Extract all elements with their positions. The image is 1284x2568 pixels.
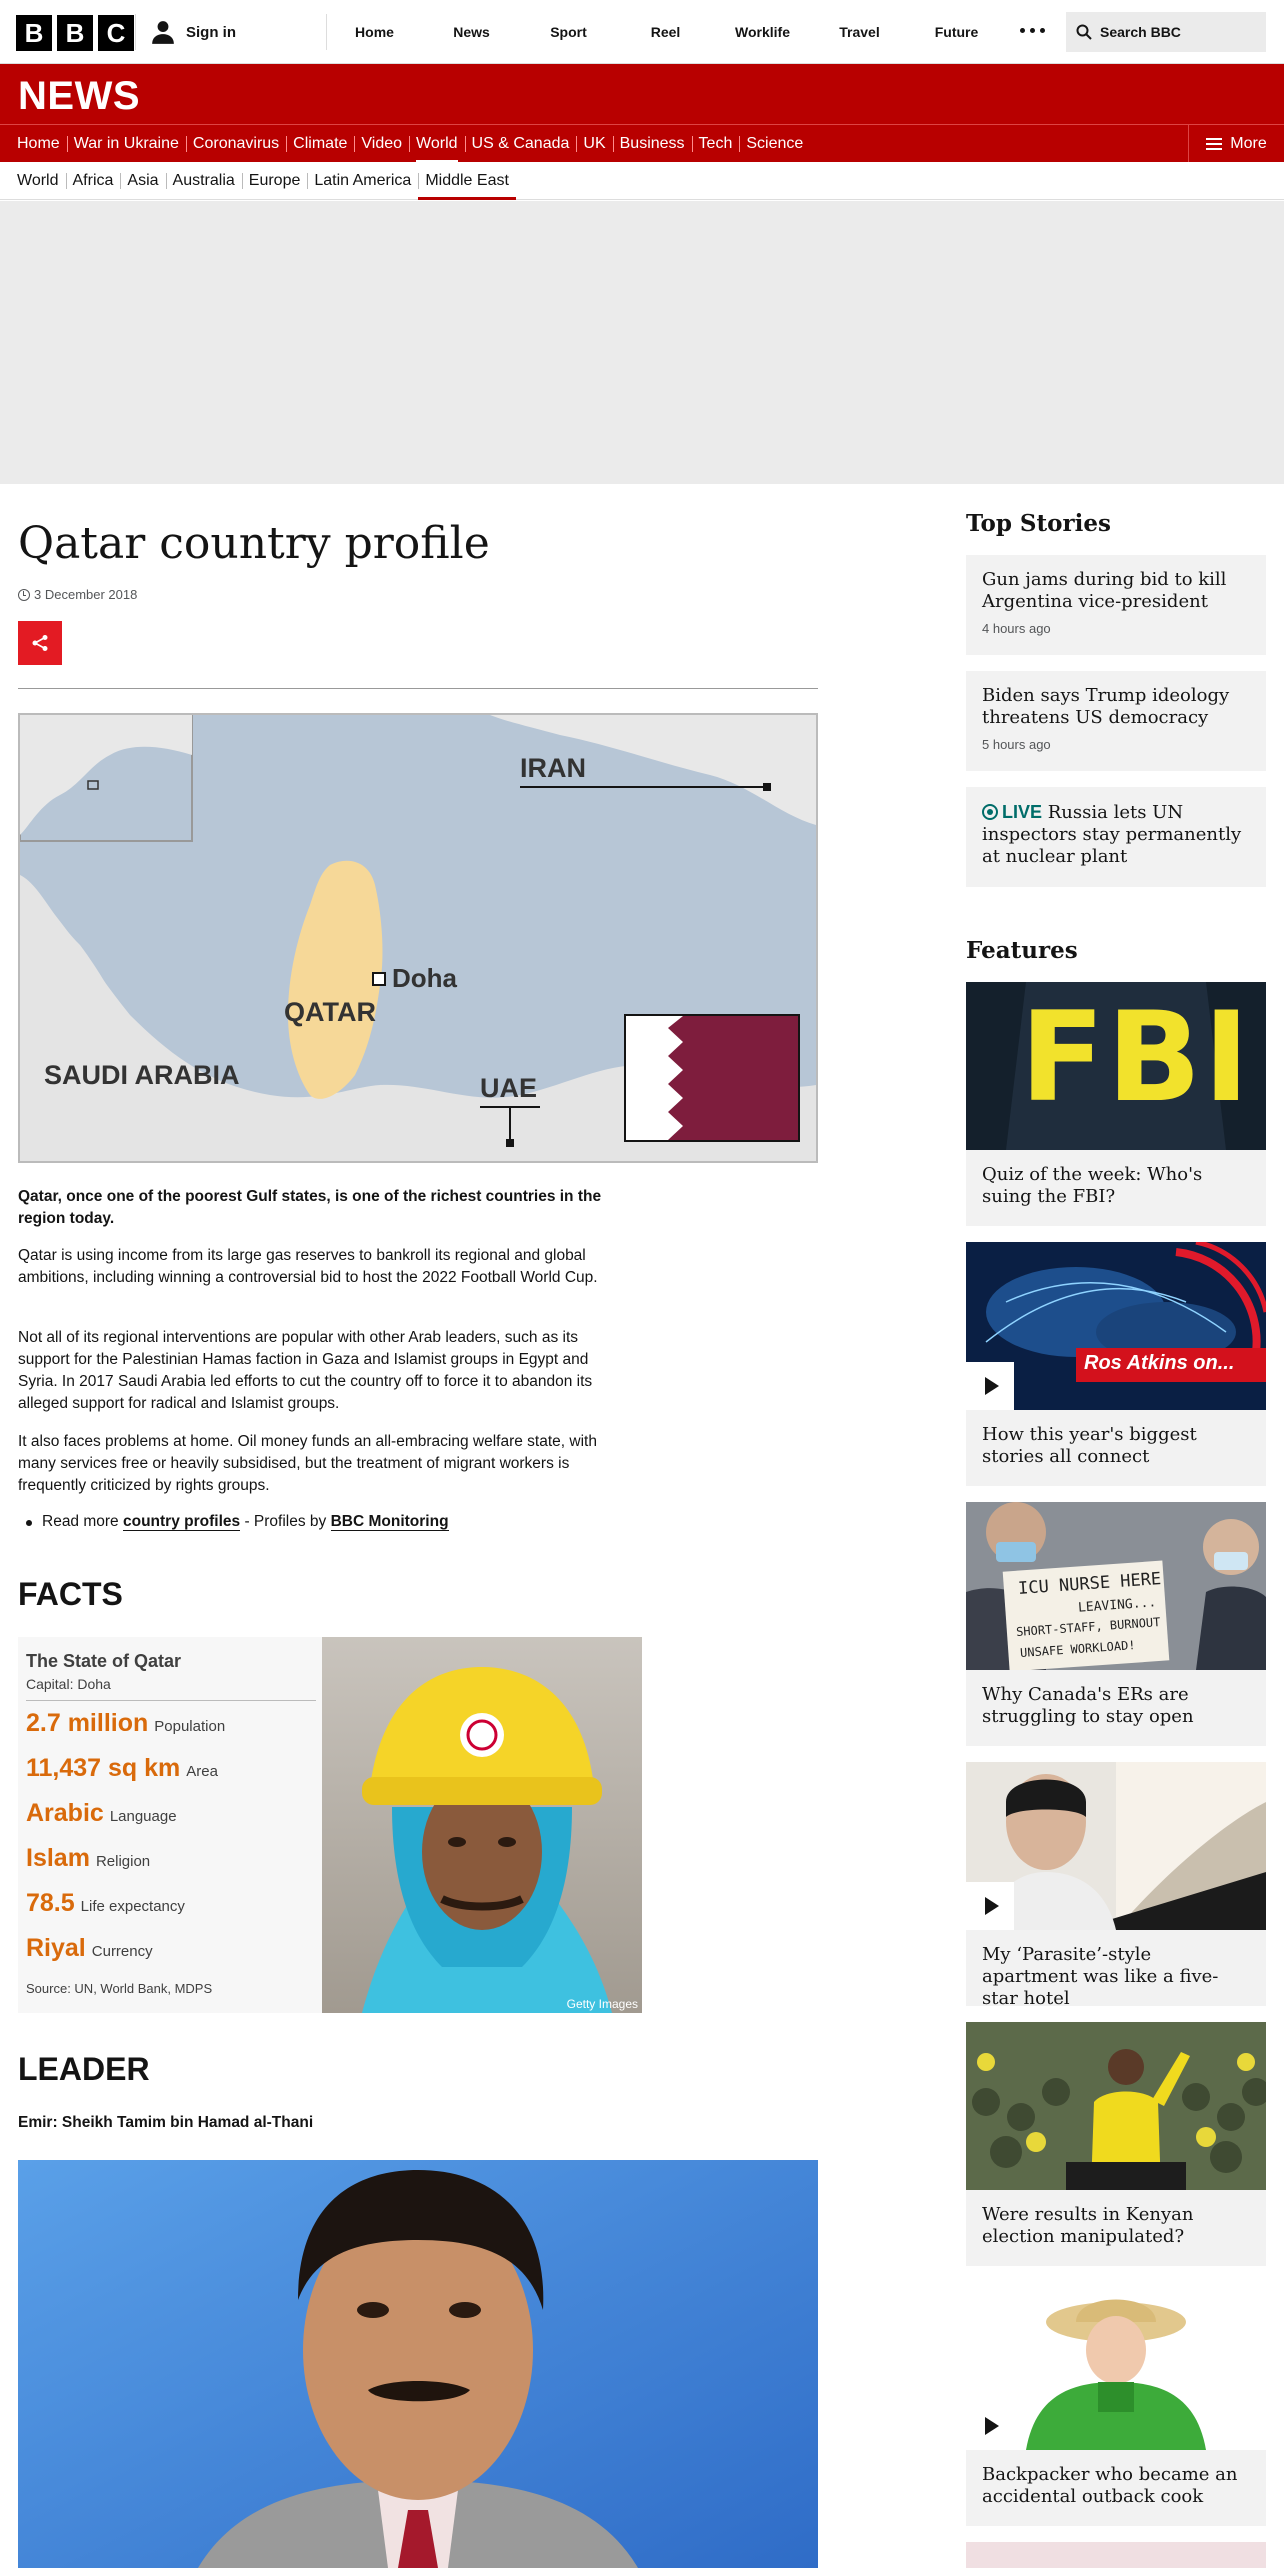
play-icon[interactable] xyxy=(966,1882,1014,1930)
feature-card[interactable] xyxy=(966,2022,1266,2266)
feature-image xyxy=(966,2022,1266,2190)
sign-in-label: Sign in xyxy=(186,23,236,41)
emir-illustration xyxy=(18,2160,818,2568)
country-profiles-link[interactable]: country profiles xyxy=(123,1513,241,1530)
worker-photo xyxy=(322,1637,642,2013)
top-story[interactable] xyxy=(966,671,1266,771)
fact-row xyxy=(26,1754,316,1791)
section-latin-america[interactable]: Latin America xyxy=(307,162,418,200)
global-nav-reel[interactable]: Reel xyxy=(650,24,681,40)
bbc-logo[interactable] xyxy=(16,15,134,51)
article-paragraph: Not all of its regional interventions are popular with other Arab leaders, such as its support for the Palestinian Hamas faction in Gaza and Islamist groups in Egypt and Syria. In 2017 Saudi Arabia led efforts to cut the country off to force it to abandon its alleged support for radical and Islamist groups. xyxy=(18,1329,593,1412)
article-paragraph: Qatar is using income from its large gas reserves to bankroll its regional and global ambitions, including winning a controversial bid to host the 2022 Football World Cup. xyxy=(18,1247,598,1286)
more-button[interactable] xyxy=(1188,125,1284,163)
state-name: The State of Qatar xyxy=(26,1651,182,1671)
section-europe[interactable]: Europe xyxy=(242,162,308,200)
divider xyxy=(135,14,136,50)
protest-sign-line: ICU NURSE HERE xyxy=(1017,1569,1162,1599)
hamburger-icon xyxy=(1206,138,1222,150)
fact-label: Life expectancy xyxy=(80,1898,185,1915)
news-nav-world[interactable]: World xyxy=(409,125,465,163)
news-nav-science[interactable]: Science xyxy=(739,125,810,163)
live-icon xyxy=(982,804,998,820)
logo-letter: B xyxy=(16,15,52,51)
feature-caption: Backpacker who became an accidental outback cook xyxy=(982,2464,1238,2507)
map-label-saudi-arabia: SAUDI ARABIA xyxy=(44,1060,240,1090)
divider xyxy=(18,688,818,689)
section-middle-east[interactable]: Middle East xyxy=(418,162,516,200)
top-story-live[interactable] xyxy=(966,787,1266,887)
fact-value: 11,437 sq km xyxy=(26,1754,181,1782)
fact-row xyxy=(26,1709,316,1746)
map-label-qatar: QATAR xyxy=(284,997,376,1027)
story-headline: Gun jams during bid to kill Argentina vice-president xyxy=(982,569,1227,612)
fact-value: 78.5 xyxy=(26,1889,75,1917)
map-graphic xyxy=(20,715,816,1161)
news-nav xyxy=(0,124,1284,162)
facts-heading: FACTS xyxy=(18,1576,123,1612)
capital: Capital: Doha xyxy=(26,1676,316,1701)
feature-caption: Quiz of the week: Who's suing the FBI? xyxy=(982,1164,1203,1207)
protest-sign-line: UNSAFE WORKLOAD! xyxy=(1019,1637,1136,1661)
feature-card[interactable] xyxy=(966,2282,1266,2526)
read-more-item xyxy=(42,1513,449,1531)
fact-row xyxy=(26,1889,316,1926)
play-icon[interactable] xyxy=(966,1362,1014,1410)
global-nav-travel[interactable]: Travel xyxy=(839,24,880,40)
feature-image xyxy=(966,1502,1266,1670)
news-nav-climate[interactable]: Climate xyxy=(286,125,354,163)
article-date xyxy=(18,587,137,602)
share-button[interactable] xyxy=(18,621,62,665)
share-icon xyxy=(31,634,49,652)
global-nav-home[interactable]: Home xyxy=(355,24,394,40)
section-world[interactable]: World xyxy=(17,172,59,189)
feature-image xyxy=(966,2282,1266,2450)
more-label: More xyxy=(1230,135,1267,152)
fact-value: Riyal xyxy=(26,1934,86,1962)
rally-illustration xyxy=(966,2022,1266,2190)
news-title[interactable]: NEWS xyxy=(18,74,140,118)
search-placeholder: Search BBC xyxy=(1100,24,1181,40)
facts-box xyxy=(18,1637,642,2013)
article-intro: Qatar, once one of the poorest Gulf states, is one of the richest countries in the region today. xyxy=(18,1188,602,1227)
fact-label: Area xyxy=(186,1763,218,1780)
top-story[interactable] xyxy=(966,555,1266,655)
global-nav-news[interactable]: News xyxy=(453,24,490,40)
fact-row xyxy=(26,1934,316,1971)
news-nav-coronavirus[interactable]: Coronavirus xyxy=(186,125,286,163)
leader-photo xyxy=(18,2160,818,2568)
feature-card-partial[interactable] xyxy=(966,2542,1266,2568)
qatar-map xyxy=(18,713,818,1163)
global-nav xyxy=(326,0,1005,64)
story-headline: Biden says Trump ideology threatens US democracy xyxy=(982,685,1230,728)
feature-card[interactable] xyxy=(966,1502,1266,1746)
news-nav-tech[interactable]: Tech xyxy=(692,125,740,163)
map-label-uae: UAE xyxy=(480,1073,538,1103)
more-menu-icon[interactable] xyxy=(1020,28,1045,33)
fact-value: Arabic xyxy=(26,1799,104,1827)
play-icon[interactable] xyxy=(966,2402,1014,2450)
facts-panel xyxy=(26,1645,316,1996)
news-header xyxy=(0,64,1284,124)
section-africa[interactable]: Africa xyxy=(66,162,121,200)
section-australia[interactable]: Australia xyxy=(166,162,242,200)
map-label-doha: Doha xyxy=(392,963,457,993)
global-nav-worklife[interactable]: Worklife xyxy=(735,24,790,40)
feature-card[interactable] xyxy=(966,982,1266,1226)
feature-caption: Why Canada's ERs are struggling to stay open xyxy=(982,1684,1194,1727)
protest-sign-line: SHORT-STAFF, BURNOUT xyxy=(1015,1614,1161,1640)
ros-atkins-overlay: Ros Atkins on... xyxy=(1084,1352,1235,1374)
fact-value: 2.7 million xyxy=(26,1709,149,1737)
news-nav-war-in-ukraine[interactable]: War in Ukraine xyxy=(67,125,186,163)
read-more-prefix: Read more xyxy=(42,1513,119,1530)
top-stories-heading: Top Stories xyxy=(966,510,1111,537)
fact-label: Currency xyxy=(91,1943,153,1960)
protest-sign-line: LEAVING... xyxy=(1077,1595,1157,1616)
date-text: 3 December 2018 xyxy=(34,587,138,602)
story-headline: Russia lets UN inspectors stay permanently at nuclear plant xyxy=(982,802,1242,867)
search-icon xyxy=(1076,24,1092,40)
feature-card[interactable] xyxy=(966,1242,1266,1486)
news-nav-us-canada[interactable]: US & Canada xyxy=(465,125,577,163)
fact-row xyxy=(26,1799,316,1836)
clock-icon xyxy=(18,589,30,601)
sign-in-button[interactable] xyxy=(150,0,236,64)
news-nav-video[interactable]: Video xyxy=(354,125,409,163)
global-nav-sport[interactable]: Sport xyxy=(550,24,587,40)
feature-image xyxy=(966,982,1266,1150)
user-icon xyxy=(150,19,176,45)
feature-image xyxy=(966,1242,1266,1410)
news-nav-uk[interactable]: UK xyxy=(576,125,612,163)
logo-letter: C xyxy=(98,15,134,51)
feature-caption: Were results in Kenyan election manipulated? xyxy=(982,2204,1194,2247)
article-paragraph: It also faces problems at home. Oil money funds an all-embracing welfare state, with many services free or heavily subsidised, but the treatment of migrant workers is frequently criticized by rights groups. xyxy=(18,1433,597,1494)
fact-label: Language xyxy=(109,1808,177,1825)
map-label-iran: IRAN xyxy=(520,753,586,783)
section-nav xyxy=(0,162,1284,200)
search-box[interactable] xyxy=(1066,12,1266,52)
features-heading: Features xyxy=(966,937,1078,964)
facts-source: Source: UN, World Bank, MDPS xyxy=(26,1981,213,1996)
story-time: 5 hours ago xyxy=(982,737,1051,752)
live-badge: LIVE xyxy=(1002,802,1043,822)
story-time: 4 hours ago xyxy=(982,621,1051,636)
fbi-overlay-text: FBI xyxy=(1020,986,1252,1130)
fact-label: Population xyxy=(154,1718,226,1735)
worker-illustration xyxy=(322,1637,642,2013)
photo-credit: Getty Images xyxy=(566,1997,638,2011)
read-more-middle: - Profiles by xyxy=(240,1513,331,1530)
advertisement-placeholder xyxy=(0,201,1284,484)
leader-name: Emir: Sheikh Tamim bin Hamad al-Thani xyxy=(18,2114,314,2131)
logo-letter: B xyxy=(57,15,93,51)
fact-label: Religion xyxy=(95,1853,151,1870)
bbc-monitoring-link[interactable]: BBC Monitoring xyxy=(330,1513,449,1530)
leader-heading: LEADER xyxy=(18,2051,150,2087)
feature-caption: How this year's biggest stories all connect xyxy=(982,1424,1197,1467)
section-asia[interactable]: Asia xyxy=(120,162,165,200)
story-headline-live xyxy=(982,801,1250,868)
page-title: Qatar country profile xyxy=(18,518,490,569)
bbc-global-header xyxy=(0,0,1284,64)
news-nav-home[interactable]: Home xyxy=(17,135,60,152)
fact-value: Islam xyxy=(26,1844,90,1872)
global-nav-future[interactable]: Future xyxy=(934,24,979,40)
fact-row xyxy=(26,1844,316,1881)
feature-image xyxy=(966,1762,1266,1930)
feature-caption: My ‘Parasite’-style apartment was like a five-star hotel xyxy=(982,1944,1219,2009)
news-nav-business[interactable]: Business xyxy=(613,125,692,163)
feature-card[interactable] xyxy=(966,1762,1266,2009)
